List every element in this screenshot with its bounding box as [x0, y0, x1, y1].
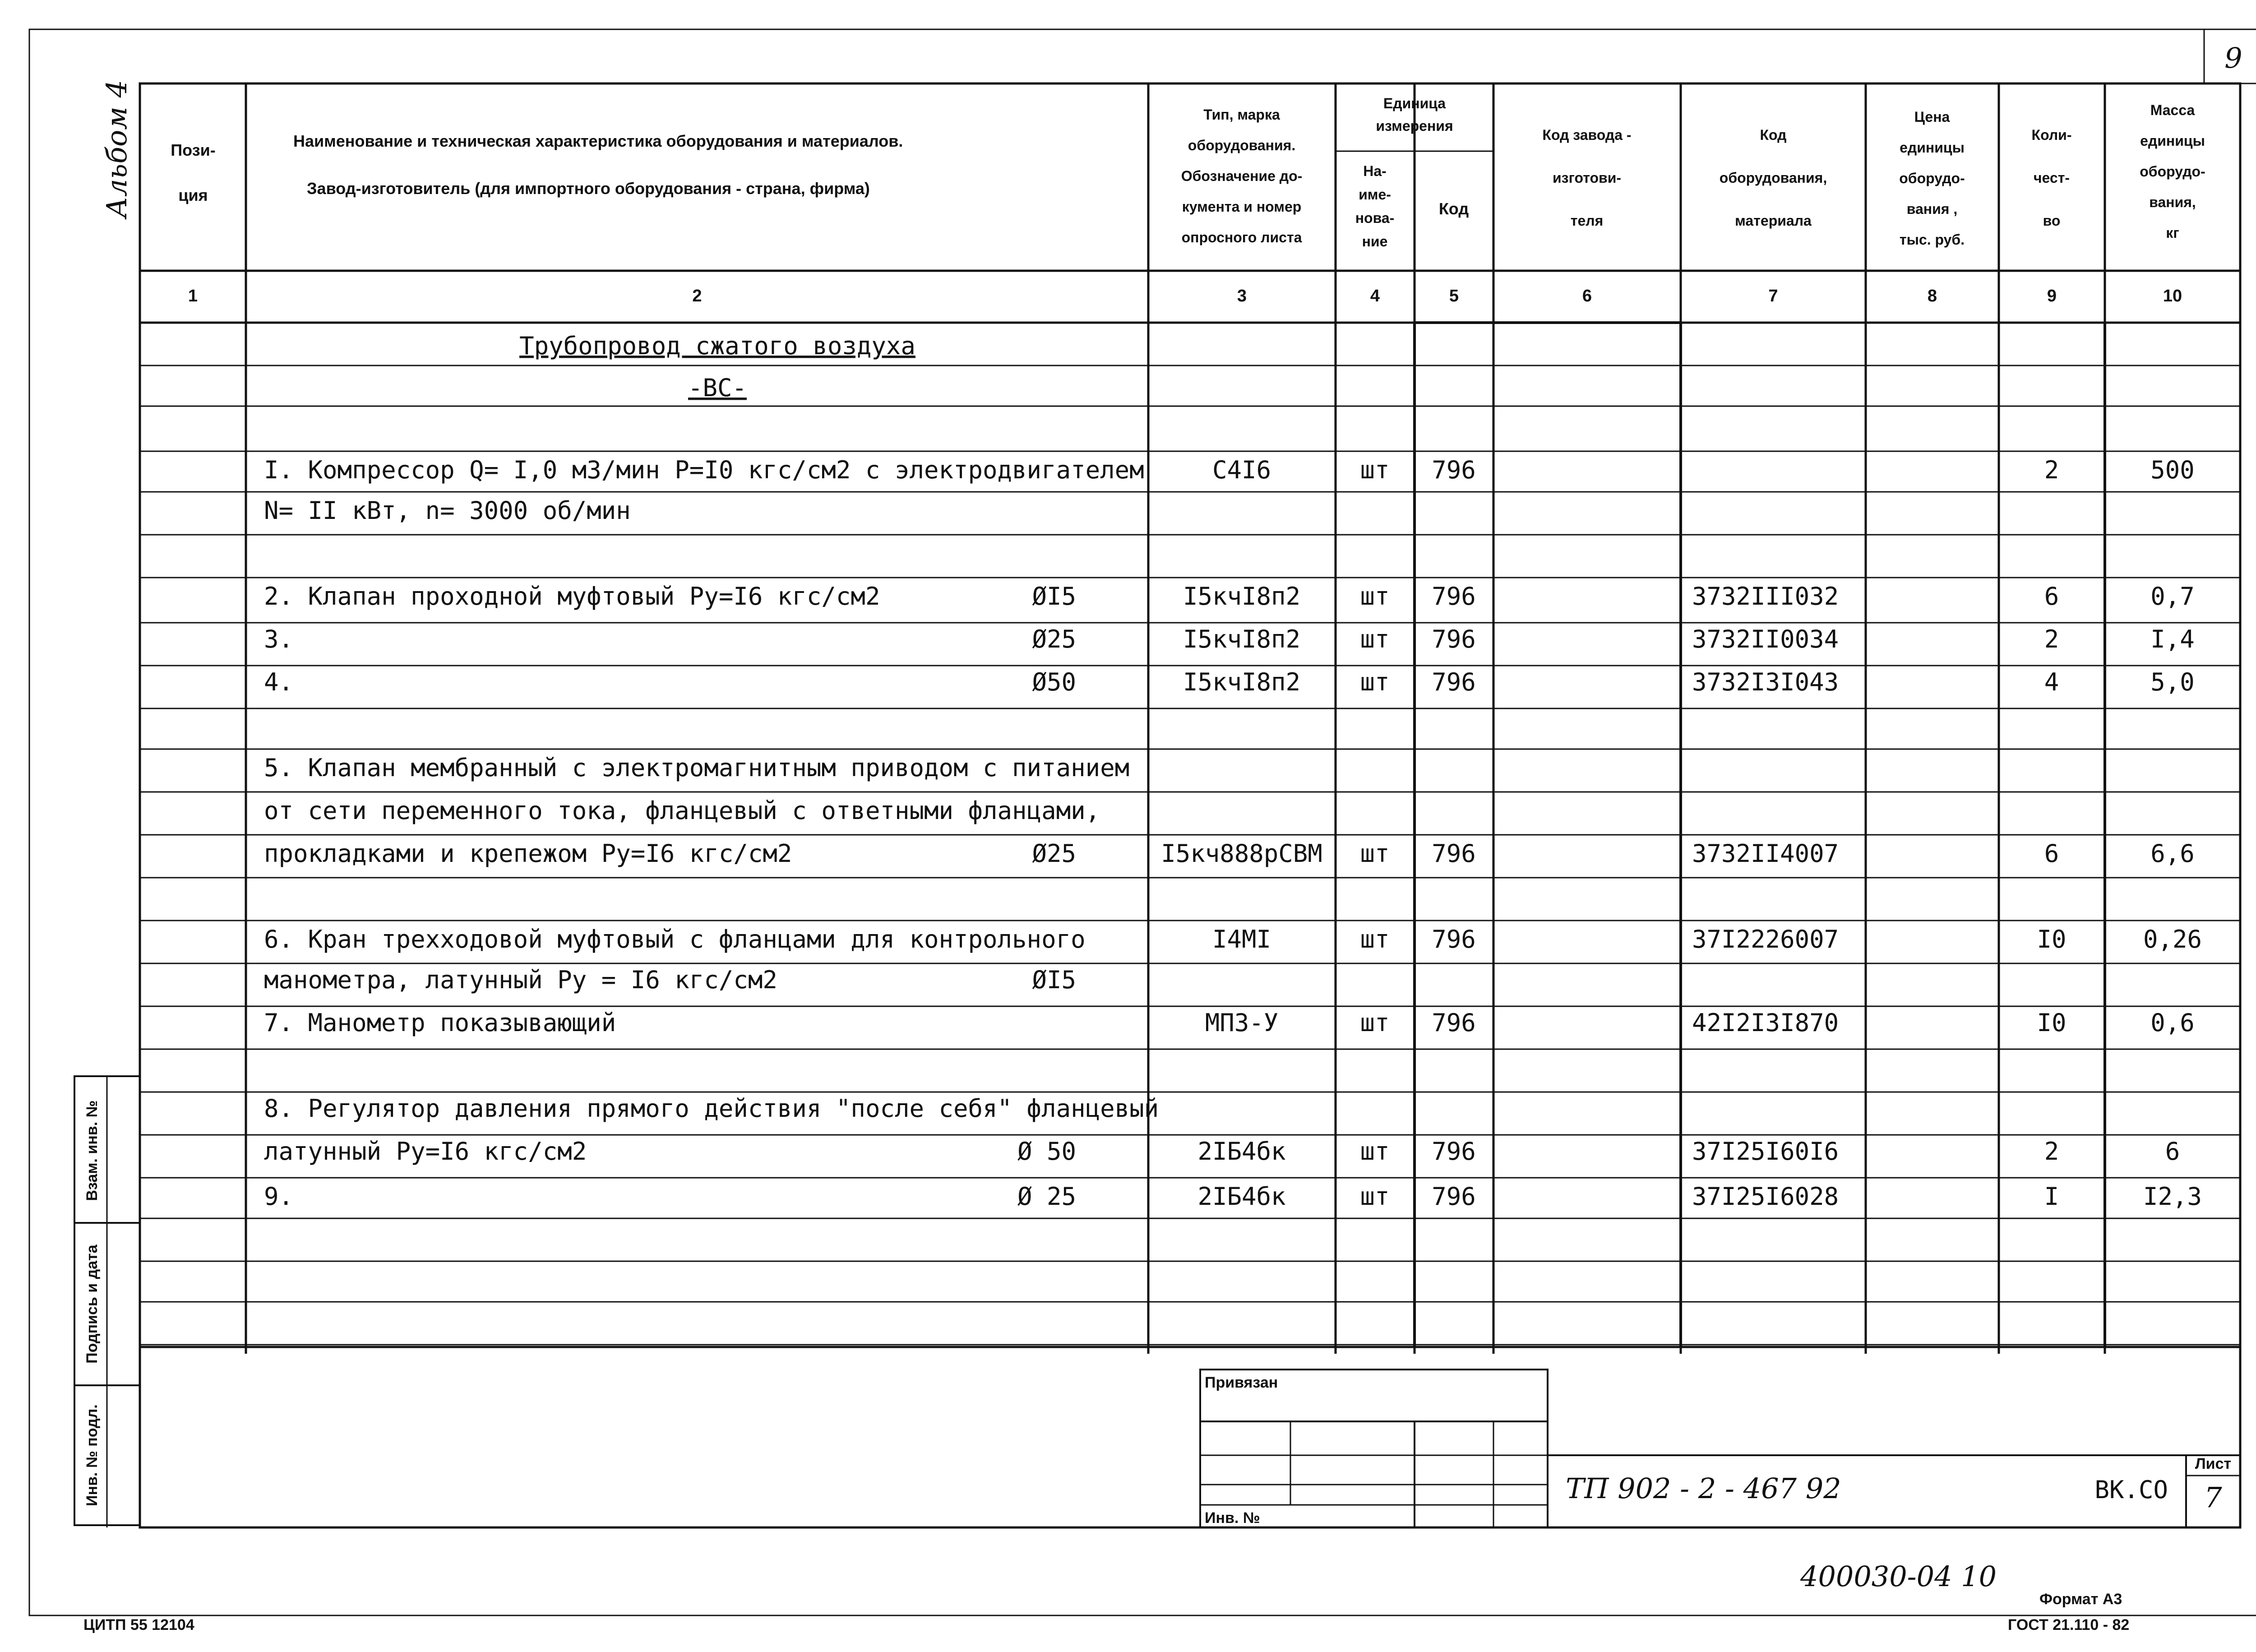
header-price: Цена: [1914, 109, 1950, 125]
header-type: оборудования.: [1188, 137, 1296, 153]
item-diameter: Ø 25: [1017, 1182, 1076, 1211]
stamp-signature-date: Подпись и дата: [83, 1245, 101, 1364]
item-unit-code: 796: [1432, 625, 1476, 653]
album-code: 400030-04 10: [1800, 1560, 1997, 1593]
item-name: манометра, латунный Ру = I6 кгс/см2: [264, 966, 777, 994]
item-unit-code: 796: [1432, 582, 1476, 611]
stamp-replacement-inv: Взам. инв. №: [83, 1100, 101, 1201]
header-quantity: во: [2043, 213, 2061, 229]
item-name: 3.: [264, 625, 294, 653]
header-unit-name: нова-: [1355, 210, 1395, 226]
item-type: 2IБ4бк: [1197, 1137, 1286, 1166]
header-type: Тип, марка: [1203, 106, 1280, 123]
column-number: 7: [1768, 287, 1778, 305]
item-diameter: Ø50: [1032, 668, 1076, 696]
header-unit: Единица: [1383, 95, 1446, 111]
album-label: Альбом 4: [100, 80, 133, 218]
header-factory-code: Код завода -: [1542, 127, 1632, 143]
header-quantity: чест-: [2033, 170, 2070, 186]
item-diameter: ØI5: [1032, 966, 1076, 994]
item-unit-code: 796: [1432, 839, 1476, 868]
item-type: I5кчI8п2: [1183, 625, 1301, 653]
item-name: прокладками и крепежом Ру=I6 кгс/см2: [264, 839, 792, 868]
header-equipment-code: Код: [1760, 127, 1787, 143]
column-number: 6: [1582, 287, 1592, 305]
item-quantity: 2: [2044, 1137, 2059, 1166]
item-mass: I,4: [2150, 625, 2195, 653]
header-factory-code: изготови-: [1552, 170, 1622, 186]
item-type: 2IБ4бк: [1197, 1182, 1286, 1211]
item-name: 6. Кран трехходовой муфтовый с фланцами для контрольного: [264, 925, 1086, 953]
item-mass: 6,6: [2150, 839, 2195, 868]
item-name: от сети переменного тока, фланцевый с ответными фланцами,: [264, 796, 1100, 825]
item-unit: шт: [1360, 1137, 1390, 1166]
document-code: ВК.СО: [2094, 1476, 2168, 1504]
section-subtitle: -ВС-: [688, 374, 747, 402]
item-diameter: Ø 50: [1017, 1137, 1076, 1166]
item-quantity: 6: [2044, 582, 2059, 611]
header-unit-name: На-: [1363, 163, 1387, 179]
header-type: Обозначение до-: [1181, 168, 1303, 184]
item-mass: 500: [2150, 456, 2195, 484]
item-quantity: I: [2044, 1182, 2059, 1211]
item-unit-code: 796: [1432, 1137, 1476, 1166]
item-name: 8. Регулятор давления прямого действия "после себя" фланцевый: [264, 1094, 1159, 1123]
item-quantity: I0: [2037, 925, 2066, 953]
item-name: N= II кВт, n= 3000 об/мин: [264, 496, 631, 525]
header-manufacturer: Завод-изготовитель (для импортного оборудования - страна, фирма): [307, 179, 870, 198]
column-number: 10: [2163, 287, 2182, 305]
item-equipment-code: 3732III032: [1692, 582, 1839, 611]
item-name: 4.: [264, 668, 294, 696]
section-title: Трубопровод сжатого воздуха: [519, 332, 915, 360]
item-name: 5. Клапан мембранный с электромагнитным приводом с питанием: [264, 754, 1130, 782]
header-equipment-code: материала: [1735, 213, 1812, 229]
bound-label: Привязан: [1205, 1374, 1278, 1391]
item-name: 2. Клапан проходной муфтовый Ру=I6 кгс/см2: [264, 582, 880, 611]
column-number: 4: [1370, 287, 1380, 305]
item-diameter: ØI5: [1032, 582, 1076, 611]
sheet-index: 7: [2204, 1481, 2222, 1514]
item-unit-code: 796: [1432, 925, 1476, 953]
header-price: вания ,: [1906, 201, 1958, 217]
item-unit-code: 796: [1432, 1009, 1476, 1037]
item-type: I5кчI8п2: [1183, 668, 1301, 696]
item-unit-code: 796: [1432, 1182, 1476, 1211]
header-quantity: Коли-: [2031, 127, 2072, 143]
item-type: I4МI: [1212, 925, 1271, 953]
item-unit: шт: [1360, 625, 1390, 653]
header-unit-code: Код: [1438, 199, 1469, 218]
header-factory-code: теля: [1570, 213, 1604, 229]
inventory-label: Инв. №: [1205, 1509, 1260, 1527]
item-mass: 0,26: [2143, 925, 2202, 953]
citp-code: ЦИТП 55 12104: [83, 1616, 194, 1633]
column-number: 1: [188, 287, 198, 305]
paper-format: Формат А3: [2039, 1591, 2122, 1608]
item-name: 7. Манометр показывающий: [264, 1009, 616, 1037]
header-unit: измерения: [1376, 118, 1453, 134]
header-mass: Масса: [2150, 102, 2195, 118]
item-quantity: 2: [2044, 625, 2059, 653]
header-unit-name: име-: [1359, 186, 1391, 203]
item-equipment-code: 3732I3I043: [1692, 668, 1839, 696]
item-unit: шт: [1360, 1009, 1390, 1037]
column-number: 9: [2047, 287, 2057, 305]
item-quantity: 6: [2044, 839, 2059, 868]
header-type: кумента и номер: [1182, 199, 1302, 215]
item-quantity: I0: [2037, 1009, 2066, 1037]
header-position: Пози-: [171, 141, 216, 159]
column-number: 5: [1449, 287, 1459, 305]
item-type: С4I6: [1212, 456, 1271, 484]
header-mass: кг: [2166, 225, 2179, 241]
sheet-number: 9: [2224, 42, 2242, 74]
item-quantity: 4: [2044, 668, 2059, 696]
header-price: тыс. руб.: [1899, 231, 1965, 248]
item-unit: шт: [1360, 925, 1390, 953]
header-equipment-code: оборудования,: [1719, 170, 1827, 186]
table-text: [83, 42, 2242, 1633]
header-mass: вания,: [2149, 194, 2196, 210]
item-unit: шт: [1360, 668, 1390, 696]
item-unit: шт: [1360, 582, 1390, 611]
item-mass: 5,0: [2150, 668, 2195, 696]
project-number: ТП 902 - 2 - 467 92: [1566, 1472, 1841, 1505]
item-quantity: 2: [2044, 456, 2059, 484]
item-type: I5кч888рСВМ: [1161, 839, 1322, 868]
gost-standard: ГОСТ 21.110 - 82: [2008, 1616, 2130, 1633]
item-equipment-code: 42I2I3I870: [1692, 1009, 1839, 1037]
item-equipment-code: 37I25I6028: [1692, 1182, 1839, 1211]
item-unit-code: 796: [1432, 668, 1476, 696]
header-type: опросного листа: [1181, 229, 1302, 245]
item-mass: 0,7: [2150, 582, 2195, 611]
column-number: 3: [1237, 287, 1247, 305]
item-diameter: Ø25: [1032, 625, 1076, 653]
binding-box: [1200, 1370, 1548, 1527]
item-unit-code: 796: [1432, 456, 1476, 484]
item-mass: I2,3: [2143, 1182, 2202, 1211]
item-equipment-code: 37I25I60I6: [1692, 1137, 1839, 1166]
stamp-original-inv: Инв. № подл.: [83, 1404, 101, 1506]
header-price: оборудо-: [1899, 170, 1965, 186]
sheet-label: Лист: [2195, 1455, 2232, 1472]
item-equipment-code: 37I2226007: [1692, 925, 1839, 953]
header-position: ция: [178, 186, 208, 204]
item-mass: 6: [2165, 1137, 2180, 1166]
header-mass: оборудо-: [2140, 163, 2205, 180]
item-unit: шт: [1360, 839, 1390, 868]
item-unit: шт: [1360, 456, 1390, 484]
item-mass: 0,6: [2150, 1009, 2195, 1037]
item-equipment-code: 3732II0034: [1692, 625, 1839, 653]
header-mass: единицы: [2140, 133, 2205, 149]
header-price: единицы: [1900, 139, 1965, 156]
column-number: 8: [1927, 287, 1937, 305]
item-type: I5кчI8п2: [1183, 582, 1301, 611]
item-name: 9.: [264, 1182, 294, 1211]
item-type: МПЗ-У: [1205, 1009, 1279, 1037]
item-name: I. Компрессор Q= I,0 мЗ/мин Р=I0 кгс/см2 с электродвигателем: [264, 456, 1144, 484]
header-name: Наименование и техническая характеристика оборудования и материалов.: [293, 132, 903, 150]
column-number: 2: [692, 287, 702, 305]
item-unit: шт: [1360, 1182, 1390, 1211]
item-equipment-code: 3732II4007: [1692, 839, 1839, 868]
item-name: латунный Ру=I6 кгс/см2: [264, 1137, 587, 1166]
item-diameter: Ø25: [1032, 839, 1076, 868]
header-unit-name: ние: [1362, 233, 1388, 250]
